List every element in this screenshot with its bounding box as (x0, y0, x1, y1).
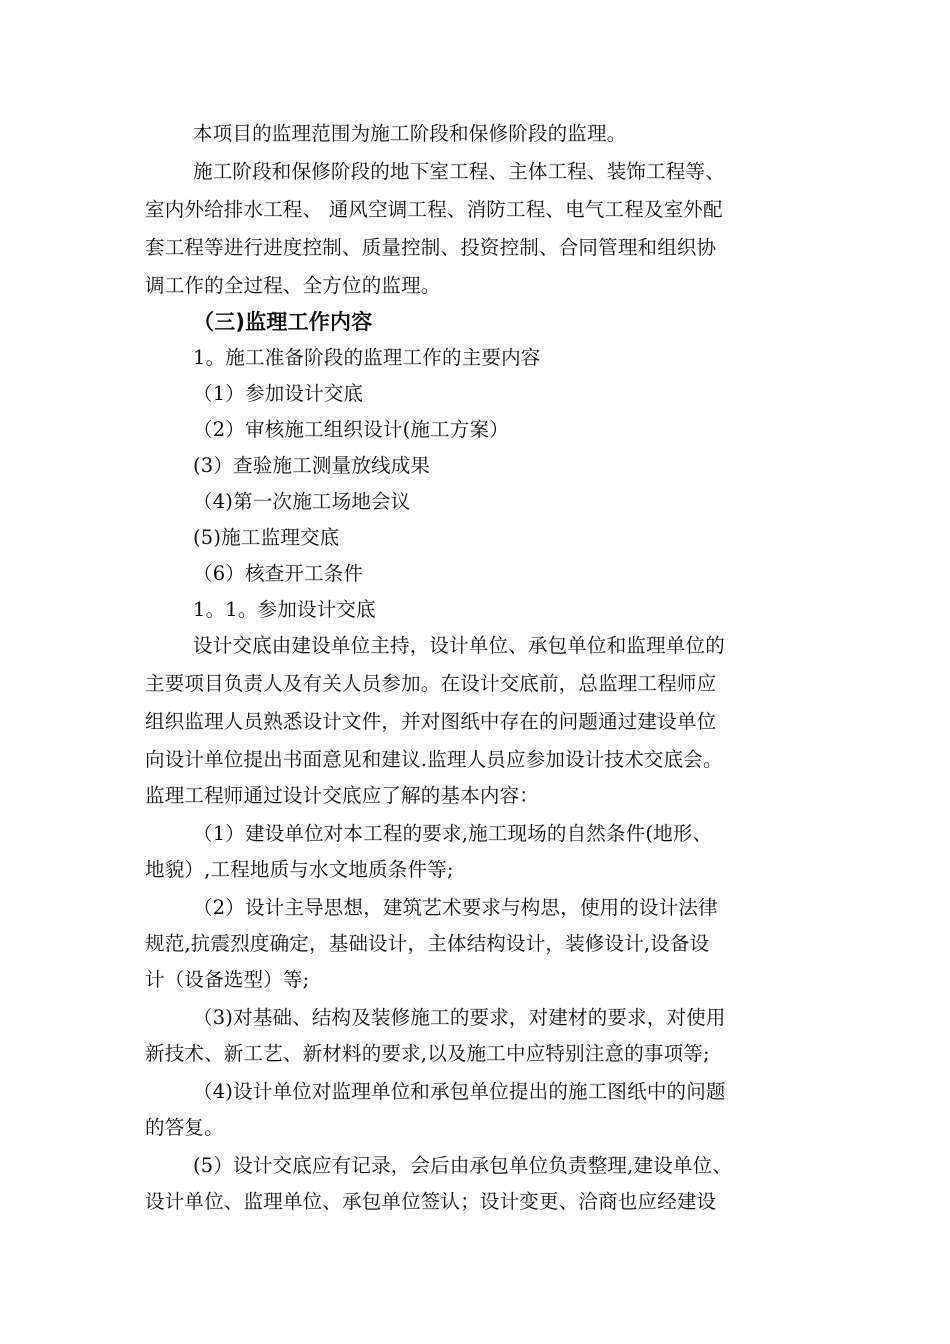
list-item-6: （6）核查开工条件 (193, 562, 364, 585)
content-item-4-line-1: （4)设计单位对监理单位和承包单位提出的施工图纸中的问题 (193, 1080, 726, 1103)
content-item-2-line-1: （2）设计主导思想，建筑艺术要求与构思，使用的设计法律 (193, 896, 718, 919)
content-item-1-line-2: 地貌）,工程地质与水文地质条件等; (145, 858, 454, 881)
paragraph-briefing-line-4: 向设计单位提出书面意见和建议.监理人员应参加设计技术交底会。 (145, 748, 723, 771)
paragraph-stages-line-2: 室内外给排水工程、 通风空调工程、消防工程、电气工程及室外配 (145, 198, 723, 221)
list-item-3: (3）查验施工测量放线成果 (193, 454, 431, 477)
paragraph-stages-line-1: 施工阶段和保修阶段的地下室工程、主体工程、装饰工程等、 (193, 160, 725, 183)
content-item-1-line-1: （1）建设单位对本工程的要求,施工现场的自然条件(地形、 (193, 822, 713, 845)
subsubsection-title: 1。1。参加设计交底 (193, 598, 376, 621)
content-item-3-line-1: （3)对基础、结构及装修施工的要求，对建材的要求，对使用 (193, 1006, 726, 1029)
content-item-2-line-2: 规范,抗震烈度确定，基础设计，主体结构设计，装修设计,设备设 (145, 932, 710, 955)
paragraph-briefing-line-2: 主要项目负责人及有关人员参加。在设计交底前，总监理工程师应 (145, 672, 717, 695)
list-item-5: (5)施工监理交底 (193, 526, 340, 549)
subsection-title: 1。施工准备阶段的监理工作的主要内容 (193, 346, 541, 369)
list-item-2: （2）审核施工组织设计(施工方案） (193, 418, 509, 441)
content-item-4-line-2: 的答复。 (145, 1116, 224, 1139)
list-item-1: （1）参加设计交底 (193, 382, 364, 405)
content-item-5-line-1: (5）设计交底应有记录，会后由承包单位负责整理,建设单位、 (193, 1154, 733, 1177)
list-item-4: （4)第一次施工场地会议 (193, 490, 411, 513)
paragraph-scope-line-1: 本项目的监理范围为施工阶段和保修阶段的监理。 (193, 122, 627, 145)
content-item-5-line-2: 设计单位、监理单位、承包单位签认；设计变更、洽商也应经建设 (145, 1190, 717, 1213)
content-item-2-line-3: 计（设备选型）等; (145, 968, 310, 991)
content-item-3-line-2: 新技术、新工艺、新材料的要求,以及施工中应特别注意的事项等; (145, 1042, 710, 1065)
paragraph-briefing-line-5: 监理工程师通过设计交底应了解的基本内容： (145, 784, 540, 807)
paragraph-stages-line-4: 调工作的全过程、全方位的监理。 (145, 274, 441, 297)
paragraph-briefing-line-1: 设计交底由建设单位主持，设计单位、承包单位和监理单位的 (193, 634, 725, 657)
paragraph-stages-line-3: 套工程等进行进度控制、质量控制、投资控制、合同管理和组织协 (145, 236, 717, 259)
section-heading: （三)监理工作内容 (193, 310, 373, 334)
paragraph-briefing-line-3: 组织监理人员熟悉设计文件，并对图纸中存在的问题通过建设单位 (145, 710, 717, 733)
